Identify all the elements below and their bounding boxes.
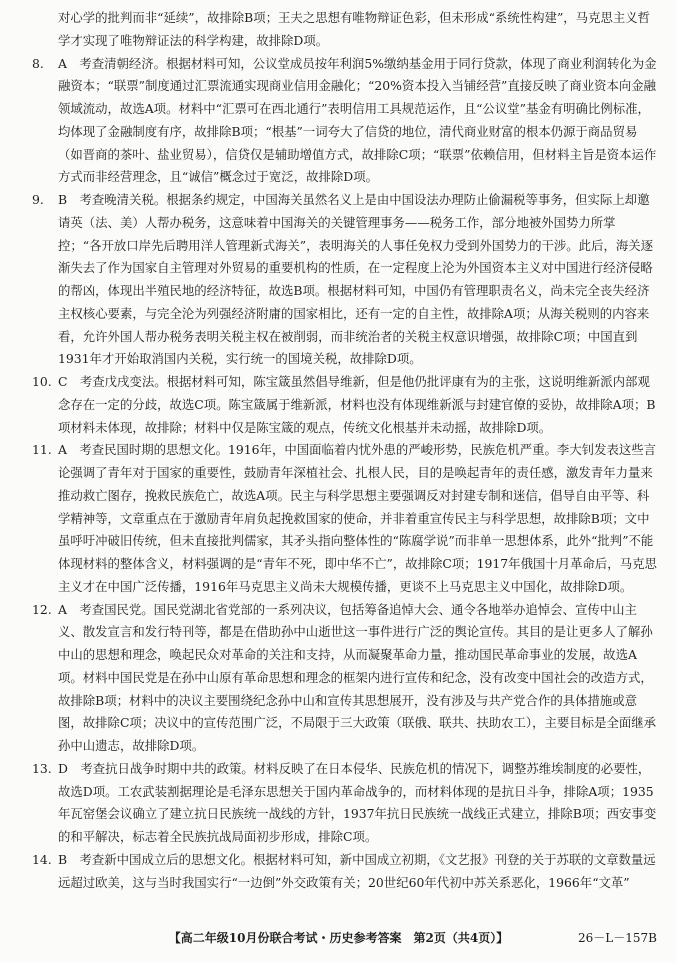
answer-item-9 (32, 189, 658, 371)
answer-content (32, 7, 658, 894)
answer-number: 9. (32, 192, 44, 207)
answer-item-14 (32, 849, 658, 895)
continued-paragraph: 对心学的批判而非“延续”，故排除B项；王夫之思想有唯物辩证色彩，但未形成“系统性构建”，马克思主义哲学才实现了唯物辩证法的科学构建，故排除D项。 (58, 10, 651, 48)
answer-number: 10. (32, 374, 52, 389)
answer-item-12 (32, 599, 658, 758)
answer-number: 14. (32, 851, 52, 867)
answer-text: B 考查新中国成立后的思想文化。根据材料可知，新中国成立初期，《文艺报》刊登的关于苏联的文章数量远远超过欧美，这与当时我国实行“一边倒”外交政策有关；20世纪60年代初中苏关系恶化，1966年“文革” (58, 851, 656, 890)
answer-number: 12. (32, 601, 52, 617)
answer-text: C 考查戊戌变法。根据材料可知，陈宝箴虽然倡导维新，但是他仍批评康有为的主张，这说明维新派内部观念存在一定的分歧，故选C项。陈宝箴属于维新派，材料也没有体现维新派与封建官僚的妥协，故排除A项；B项材料未体现，故排除；材料中仅是陈宝箴的观点，传统文化根基并未动摇，故排除D项。 (58, 374, 656, 435)
footer-code: 26－L－157B (578, 931, 657, 945)
answer-text: A 考查国民党。国民党湖北省党部的一系列决议，包括筹备追悼大会、通令各地举办追悼会、宣传中山主义、散发宣言和发行特刊等，都是在借助孙中山逝世这一事件进行广泛的舆论宣传。其目的是让更多人了解孙中山的思想和理念，唤起民众对革命的关注和支持，从而凝聚革命力量，推动国民革命事业的发展，故选A项。材料中国民党是在孙中山原有革命思想和理念的框架内进行宣传和纪念，没有改变中国社会的改造方式，故排除B项；材料中的决议主要围绕纪念孙中山和宣传其思想展开，没有涉及与共产党合作的具体措施或意图，故排除C项；决议中的宣传范围广泛，不局限于三大政策（联俄、联共、扶助农工），主要目标是全面继承孙中山遗志，故排除D项。 (58, 601, 657, 753)
answer-text: A 考查清朝经济。根据材料可知，公议堂成员按年利润5%缴纳基金用于同行贷款，体现了商业利润转化为金融资本；“联票”制度通过汇票流通实现商业信用金融化；“20%资本投入当铺经营”直接反映了商业资本向金融领域流动，故选A项。材料中“汇票可在西北通行”表明信用工具规范运作，且“公议堂”基金有明确比例标准，均体现了金融制度有序，故排除B项；“根基”一词夸大了信贷的地位，清代商业财富的根本仍源于商品贸易（如晋商的茶叶、盐业贸易），信贷仅是辅助增值方式，故排除C项；“联票”依赖信用，但材料主旨是资本运作方式而非经营理念，且“诚信”概念过于宽泛，故排除D项。 (58, 55, 657, 185)
answer-text: B 考查晚清关税。根据条约规定，中国海关虽然名义上是由中国设法办理防止偷漏税等事务，但实际上却邀请英（法、美）人帮办税务，这意味着中国海关的关键管理事务——税务工作，部分地被外国势力所掌控；“各开放口岸先后聘用洋人管理新式海关”，表明海关的人事任免权力受到外国势力的干涉。此后，海关逐渐失去了作为国家自主管理对外贸易的重要机构的性质，在一定程度上沦为外国资本主义对中国进行经济侵略的帮凶，体现出半殖民地的经济特征，故选B项。根据材料可知，中国仍有管理职责名义，尚未完全丧失经济主权核心要素，与完全沦为列强经济附庸的国家相比，还有一定的自主性，故排除A项；从海关税则的内容来看，允许外国人帮办税务表明关税主权在被削弱，而非统治者的关税主权意识增强，故排除C项；中国直到1931年才开始取消国内关税，实行统一的国境关税，故排除D项。 (58, 192, 654, 367)
footer-title: 【高二年级10月份联合考试・历史参考答案 第2页（共4页）】 (168, 931, 509, 945)
answer-number: 13. (32, 760, 52, 776)
answer-number: 11. (32, 442, 52, 458)
answer-item-8 (32, 53, 658, 190)
answer-item-10 (32, 371, 658, 439)
answer-item-13 (32, 758, 658, 849)
answer-text: A 考查民国时期的思想文化。1916年，中国面临着内忧外患的严峻形势，民族危机严重。李大钊发表这些言论强调了青年对于国家的重要性，鼓励青年深植社会、扎根人民，目的是唤起青年的责任感，激发青年力量来推动救亡图存，挽救民族危亡，故选A项。民主与科学思想主要强调反对封建专制和迷信，倡导自由平等、科学精神等，文章重点在于激励青年肩负起挽救国家的使命，并非着重宣传民主与科学思想，故排除B项；文中虽呼吁冲破旧传统，但未直接批判儒家，其矛头指向整体性的“陈腐学说”而非单一思想体系，此外“批判”不能体现材料的整体含义，材料强调的是“青年不死，即中华不亡”，故排除C项；1917年俄国十月革命后，马克思主义才在中国广泛传播，1916年马克思主义尚未大规模传播，更谈不上马克思主义中国化，故排除D项。 (58, 442, 657, 594)
page-footer (0, 929, 677, 945)
answer-number: 8. (32, 55, 44, 71)
answer-text: D 考查抗日战争时期中共的政策。材料反映了在日本侵华、民族危机的情况下，调整苏维埃制度的必要性，故选D项。工农武装割据理论是毛泽东思想关于国内革命战争的，而材料体现的是抗日斗争，排除A项；1935年瓦窑堡会议确立了建立抗日民族统一战线的方针，1937年抗日民族统一战线正式建立，排除B项；西安事变的和平解决，标志着全民族抗战局面初步形成，排除C项。 (58, 760, 657, 844)
answer-item-11 (32, 439, 658, 598)
